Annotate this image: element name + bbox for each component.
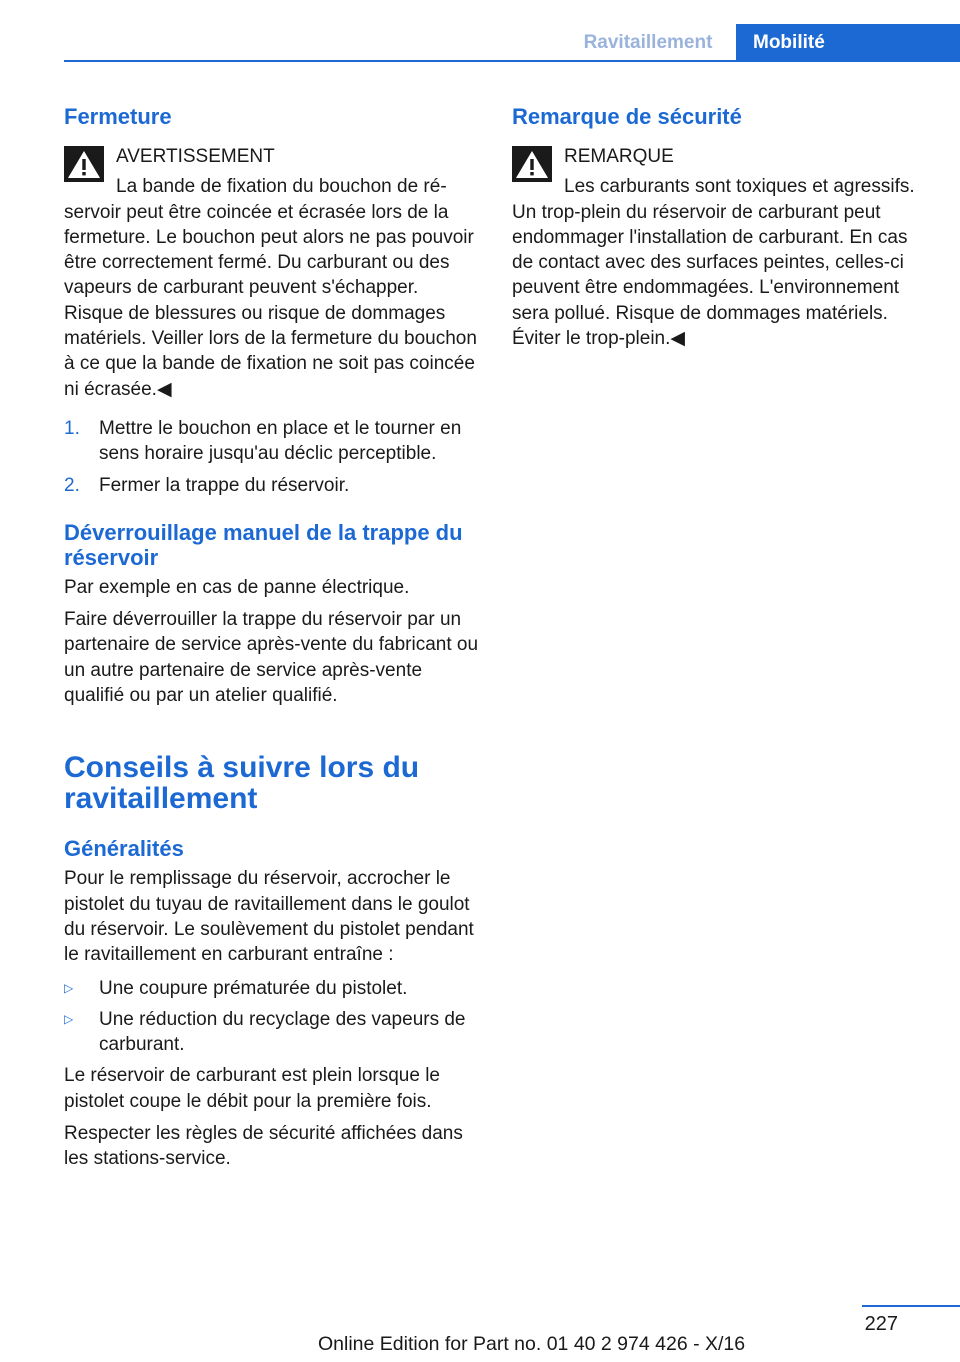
list-item — [64, 416, 480, 467]
bullet-list — [64, 976, 480, 1058]
step-text: Mettre le bouchon en place et le tourner en sens horaire jusqu'au déclic perceptible. — [99, 417, 462, 465]
paragraph: Respecter les règles de sécurité affichées dans les stations-service. — [64, 1123, 463, 1170]
bullet-text: Une réduction du recyclage des vapeurs de carburant. — [99, 1008, 466, 1056]
note-label: REMARQUE — [564, 146, 674, 167]
step-number: 2. — [64, 474, 80, 496]
paragraph: Le réservoir de carburant est plein lorsque le pistolet coupe le débit pour la première fois. — [64, 1065, 440, 1112]
step-text: Fermer la trappe du réservoir. — [99, 474, 350, 496]
header-chapter-label: Mobilité — [753, 32, 825, 53]
paragraph: Faire déverrouiller la trappe du réservoir par un partenaire de service après-vente du fabricant ou un autre partenaire de service après-vente qualifié ou par un atelier qualifié. — [64, 609, 479, 707]
header-section-label: Ravitaillement — [583, 32, 713, 53]
page-number: 227 — [864, 1313, 898, 1335]
paragraph: Par exemple en cas de panne électrique. — [64, 576, 410, 598]
footer-rule — [862, 1305, 960, 1307]
heading-remarque-securite: Remarque de sécurité — [512, 104, 742, 129]
list-item — [64, 473, 480, 498]
list-item — [64, 1007, 480, 1058]
warning-block — [64, 144, 480, 402]
left-column — [64, 100, 480, 1172]
heading-fermeture: Fermeture — [64, 104, 172, 129]
step-number: 1. — [64, 417, 80, 439]
bullet-text: Une coupure prématurée du pistolet. — [99, 977, 408, 999]
section-title-conseils: Conseils à suivre lors du ravitaillement — [64, 751, 420, 816]
right-column — [512, 100, 916, 351]
heading-deverrouillage: Déverrouillage manuel de la trappe du réservoir — [64, 519, 463, 570]
list-item — [64, 976, 480, 1001]
heading-generalites: Généralités — [64, 836, 184, 862]
warning-text: La bande de fixation du bouchon de réservoir peut être coincée et écrasée lors de la fermeture. Le bouchon peut alors ne pas pouvoir être correctement fermé. Du carburant ou des vapeurs de carburant peuvent s'échapper. Risque de blessures ou risque de dommages matériels. Veiller lors de la fermeture du bouchon à ce que la bande de fixation ne soit pas coincée ni écrasée.◀ — [64, 176, 477, 400]
triangle-right-outline-icon: ▷ — [64, 1011, 74, 1026]
warning-triangle-icon — [512, 146, 552, 182]
header-rule — [64, 60, 960, 62]
header-section-tab[interactable] — [560, 24, 736, 62]
warning-triangle-icon — [64, 146, 104, 182]
edition-line: Online Edition for Part no. 01 40 2 974 426 - X/16 — [318, 1333, 746, 1355]
triangle-right-outline-icon: ▷ — [64, 980, 74, 995]
steps-list — [64, 416, 480, 498]
note-block — [512, 144, 916, 351]
note-text: Les carburants sont toxiques et agressifs. Un trop-plein du réservoir de carburant peut endommager l'installation de carburant. En cas de contact avec des surfaces peintes, celles-ci peuvent être endommagées. L'environnement sera pollué. Risque de dommages matériels. Éviter le trop-plein.◀ — [512, 176, 915, 350]
paragraph: Pour le remplissage du réservoir, accrocher le pistolet du tuyau de ravitaillement dans le goulot du réservoir. Le soulèvement du pistolet pendant le ravitaillement en carburant entraîne : — [64, 868, 474, 966]
header-chapter-tab[interactable] — [736, 24, 960, 62]
warning-label: AVERTISSEMENT — [116, 146, 275, 167]
